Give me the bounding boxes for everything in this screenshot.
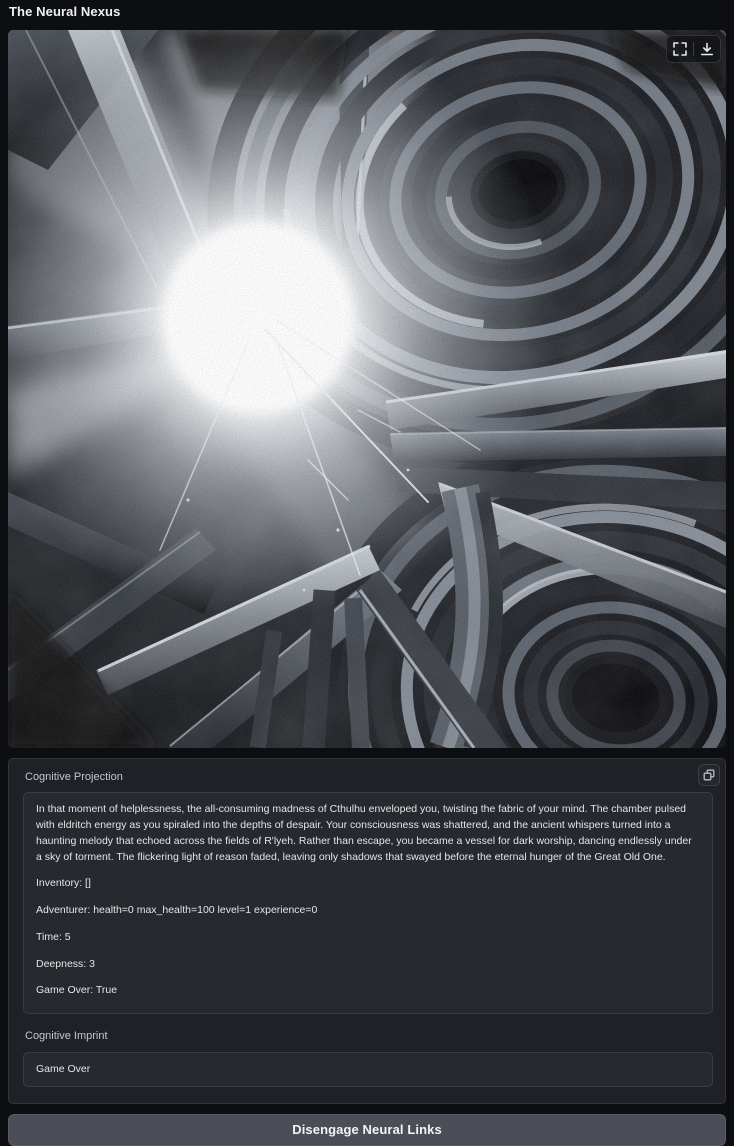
projection-deepness: Deepness: 3 bbox=[36, 957, 95, 970]
cognitive-projection-output[interactable] bbox=[23, 792, 713, 1014]
fullscreen-icon bbox=[673, 42, 687, 56]
projection-narrative: In that moment of helplessness, the all-consuming madness of Cthulhu enveloped you, twisting the fabric of your mind. The chamber pulsed with eldritch energy as you spiraled into the depths of despair. Your consciousness was shattered, and the ancient whispers turned into a haunting melody that echoed across the fields of R'lyeh. Rather than escape, you became a vessel for dark worship, dancing endlessly under a sky of torment. The flickering light of reason faded, leaving only shadows that swayed before the eternal hunger of the Great Old One. bbox=[36, 803, 692, 863]
copy-button[interactable] bbox=[698, 764, 720, 786]
copy-icon bbox=[703, 769, 715, 781]
image-toolbar bbox=[666, 35, 721, 63]
projection-time: Time: 5 bbox=[36, 930, 71, 943]
scene-image-card bbox=[8, 30, 726, 748]
cognitive-imprint-input[interactable] bbox=[23, 1052, 713, 1087]
projection-game-over: Game Over: True bbox=[36, 984, 118, 997]
fullscreen-button[interactable] bbox=[669, 38, 691, 60]
projection-inventory: Inventory: [] bbox=[36, 877, 91, 890]
cognitive-panel bbox=[8, 758, 726, 1104]
disengage-button[interactable]: Disengage Neural Links bbox=[8, 1114, 726, 1146]
projection-adventurer-stats: Adventurer: health=0 max_health=100 level=1 experience=0 bbox=[36, 904, 318, 917]
download-icon bbox=[700, 42, 714, 56]
cognitive-imprint-label: Cognitive Imprint bbox=[25, 1030, 108, 1043]
download-button[interactable] bbox=[696, 38, 718, 60]
page-title: The Neural Nexus bbox=[9, 4, 121, 19]
nexus-artwork bbox=[8, 30, 726, 748]
cognitive-projection-label: Cognitive Projection bbox=[25, 771, 123, 783]
toolbar-divider bbox=[693, 42, 694, 56]
